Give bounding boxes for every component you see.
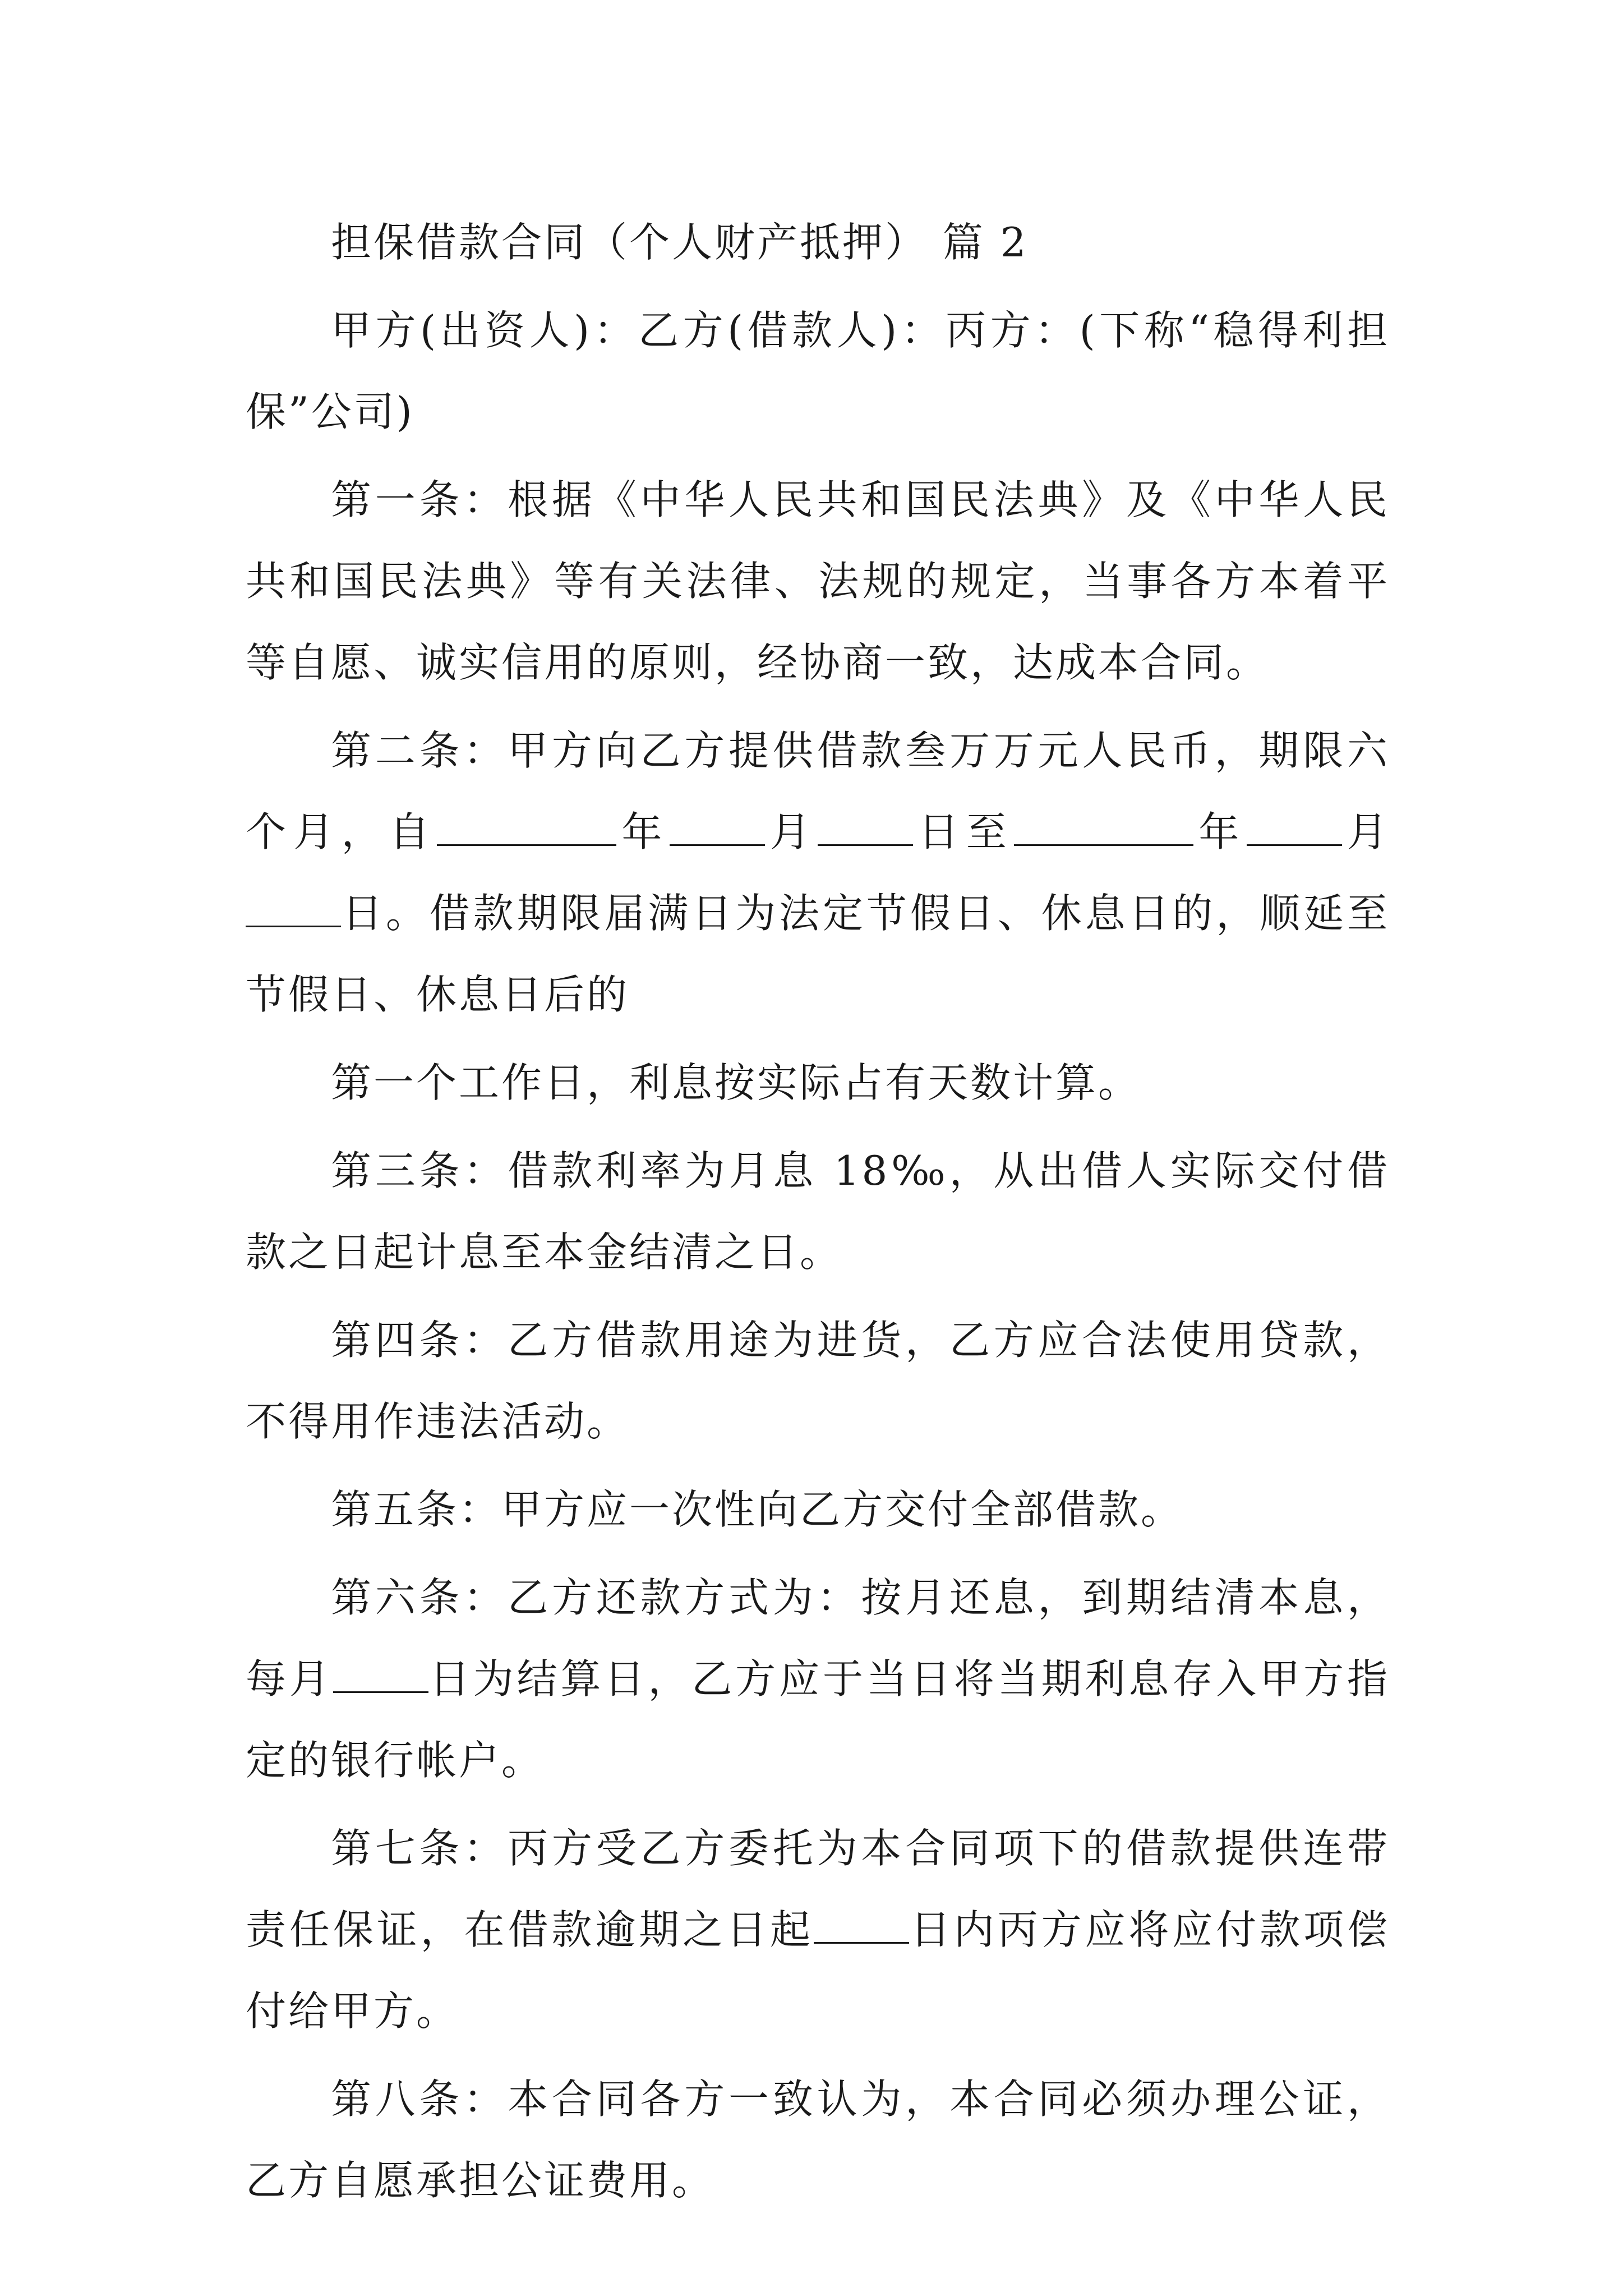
day-to-label: 日至 (913, 808, 1015, 855)
article-2-text-b: 日。借款期限届满日为法定节假日、休息日的，顺延至节假日、休息日后的 (246, 890, 1390, 1018)
article-2-text-a: 第二条：甲方向乙方提供借款叁万万元人民币，期限六个月，自 (246, 727, 1390, 855)
year-1-label: 年 (616, 808, 670, 855)
year-1-blank (437, 811, 616, 846)
month-1-label: 月 (764, 808, 818, 855)
month-2-label: 月 (1341, 808, 1390, 855)
days-blank (814, 1908, 909, 1944)
article-6-text-b: 日为结算日，乙方应于当日将当期利息存入甲方指定的银行帐户。 (246, 1655, 1390, 1784)
document-title: 担保借款合同（个人财产抵押） 篇 2 (331, 219, 1029, 266)
day-1-blank (818, 811, 913, 846)
settlement-day-blank (333, 1658, 428, 1693)
year-2-label: 年 (1193, 808, 1247, 855)
article-3: 第三条：借款利率为月息 18‰，从出借人实际交付借款之日起计息至本金结清之日。 (246, 1147, 1390, 1276)
article-7 (246, 1808, 1390, 2052)
article-6-text-a: 第六条：乙方还款方式为：按月还息，到期结清本息，每月 (246, 1574, 1390, 1703)
document-body (246, 202, 1390, 2228)
article-1: 第一条：根据《中华人民共和国民法典》及《中华人民共和国民法典》等有关法律、法规的规定，当事各方本着平等自愿、诚实信用的原则，经协商一致，达成本合同。 (246, 476, 1390, 686)
article-6 (246, 1557, 1390, 1801)
article-5: 第五条：甲方应一次性向乙方交付全部借款。 (331, 1486, 1184, 1533)
article-2-continuation: 第一个工作日，利息按实际占有天数计算。 (331, 1059, 1141, 1106)
day-2-blank (246, 892, 341, 927)
article-2 (246, 710, 1390, 1036)
month-2-blank (1247, 811, 1342, 846)
article-4: 第四条：乙方借款用途为进货，乙方应合法使用贷款，不得用作违法活动。 (246, 1317, 1390, 1445)
article-7-text-a: 第七条：丙方受乙方委托为本合同项下的借款提供连带责任保证，在借款逾期之日起 (246, 1825, 1390, 1953)
article-8: 第八条：本合同各方一致认为，本合同必须办理公证，乙方自愿承担公证费用。 (246, 2076, 1390, 2204)
parties-paragraph: 甲方(出资人)：乙方(借款人)：丙方：(下称“稳得利担保”公司) (246, 307, 1390, 435)
year-2-blank (1014, 811, 1193, 846)
article-7-text-b: 日内丙方应将应付款项偿付给甲方。 (246, 1906, 1390, 2035)
month-1-blank (670, 811, 765, 846)
